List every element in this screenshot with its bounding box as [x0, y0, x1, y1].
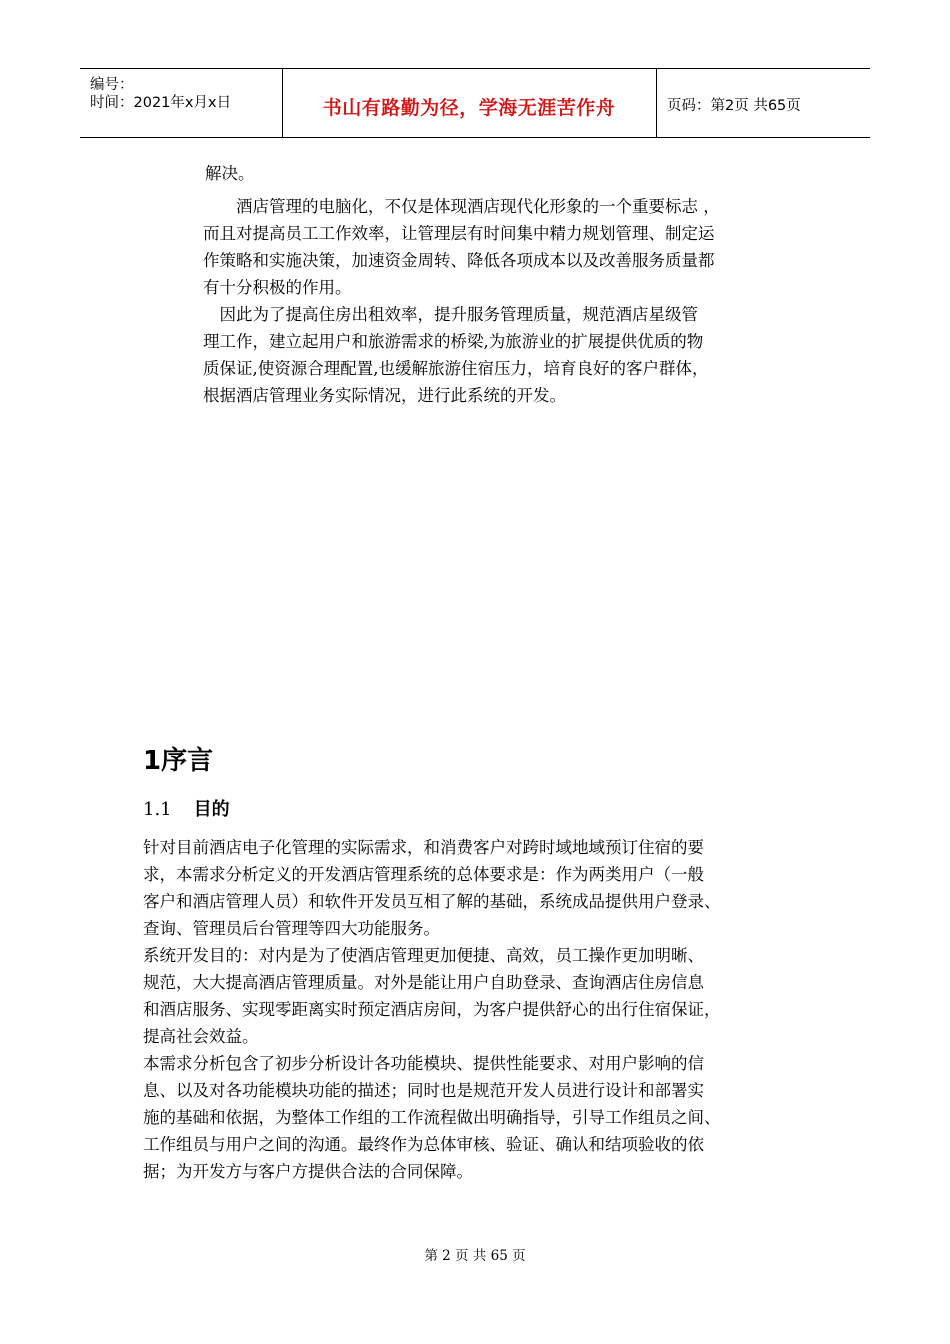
- text-line: 客户和酒店管理人员）和软件开发员互相了解的基础，系统成品提供用户登录、: [143, 892, 721, 911]
- body-paragraph-1: [143, 834, 721, 942]
- page-header: [80, 68, 870, 138]
- text-line: 针对目前酒店电子化管理的实际需求，和消费客户对跨时域地域预订住宿的要: [143, 838, 704, 857]
- header-motto: 书山有路勤为径，学海无涯苦作舟: [322, 97, 616, 119]
- text-line: 酒店管理的电脑化，不仅是体现酒店现代化形象的一个重要标志 ，: [203, 197, 720, 216]
- text-line: 工作组员与用户之间的沟通。最终作为总体审核、验证、确认和结项验收的依: [143, 1135, 704, 1154]
- header-meta-cell: [80, 69, 283, 137]
- text-line: 规范，大大提高酒店管理质量。对外是能让用户自助登录、查询酒店住房信息: [143, 973, 704, 992]
- subsection-title: 目的: [193, 799, 230, 820]
- text-line: 因此为了提高住房出租效率，提升服务管理质量，规范酒店星级管: [203, 305, 698, 324]
- subsection-heading: [143, 795, 230, 821]
- header-motto-cell: [282, 69, 657, 137]
- text-line: 质保证,使资源合理配置,也缓解旅游住宿压力，培育良好的客户群体，: [203, 359, 709, 378]
- text-line: 查询、管理员后台管理等四大功能服务。: [143, 919, 440, 938]
- section-heading: 1序言: [143, 746, 214, 776]
- text-line: 根据酒店管理业务实际情况，进行此系统的开发。: [203, 386, 566, 405]
- page-footer: 第 2 页 共 65 页: [424, 1248, 526, 1264]
- text-line: 理工作，建立起用户和旅游需求的桥梁,为旅游业的扩展提供优质的物: [203, 332, 704, 351]
- subsection-number: 1.1: [143, 799, 172, 820]
- text-line: 本需求分析包含了初步分析设计各功能模块、提供性能要求、对用户影响的信: [143, 1054, 704, 1073]
- continuation-text: 解决。: [205, 164, 255, 183]
- body-paragraph-3: [143, 1050, 721, 1185]
- text-line: 提高社会效益。: [143, 1027, 259, 1046]
- text-line: 求，本需求分析定义的开发酒店管理系统的总体要求是：作为两类用户（一般: [143, 865, 704, 884]
- body-paragraph-2: [143, 942, 721, 1050]
- header-page-info: 页码：第2页 共65页: [667, 98, 801, 114]
- text-line: 有十分积极的作用。: [203, 278, 352, 297]
- text-line: 系统开发目的：对内是为了使酒店管理更加便捷、高效，员工操作更加明晰、: [143, 946, 704, 965]
- text-line: 作策略和实施决策，加速资金周转、降低各项成本以及改善服务质量都: [203, 251, 715, 270]
- document-number-label: 编号：: [90, 77, 134, 93]
- text-line: 而且对提高员工工作效率，让管理层有时间集中精力规划管理、制定运: [203, 224, 715, 243]
- intro-paragraph-1: [203, 193, 720, 301]
- document-time-label: 时间：2021年x月x日: [90, 95, 232, 111]
- text-line: 息、以及对各功能模块功能的描述；同时也是规范开发人员进行设计和部署实: [143, 1081, 704, 1100]
- intro-paragraph-2: [203, 301, 709, 409]
- text-line: 和酒店服务、实现零距离实时预定酒店房间，为客户提供舒心的出行住宿保证，: [143, 1000, 721, 1019]
- header-page-cell: [657, 69, 870, 137]
- text-line: 施的基础和依据，为整体工作组的工作流程做出明确指导，引导工作组员之间、: [143, 1108, 721, 1127]
- text-line: 据；为开发方与客户方提供合法的合同保障。: [143, 1162, 473, 1181]
